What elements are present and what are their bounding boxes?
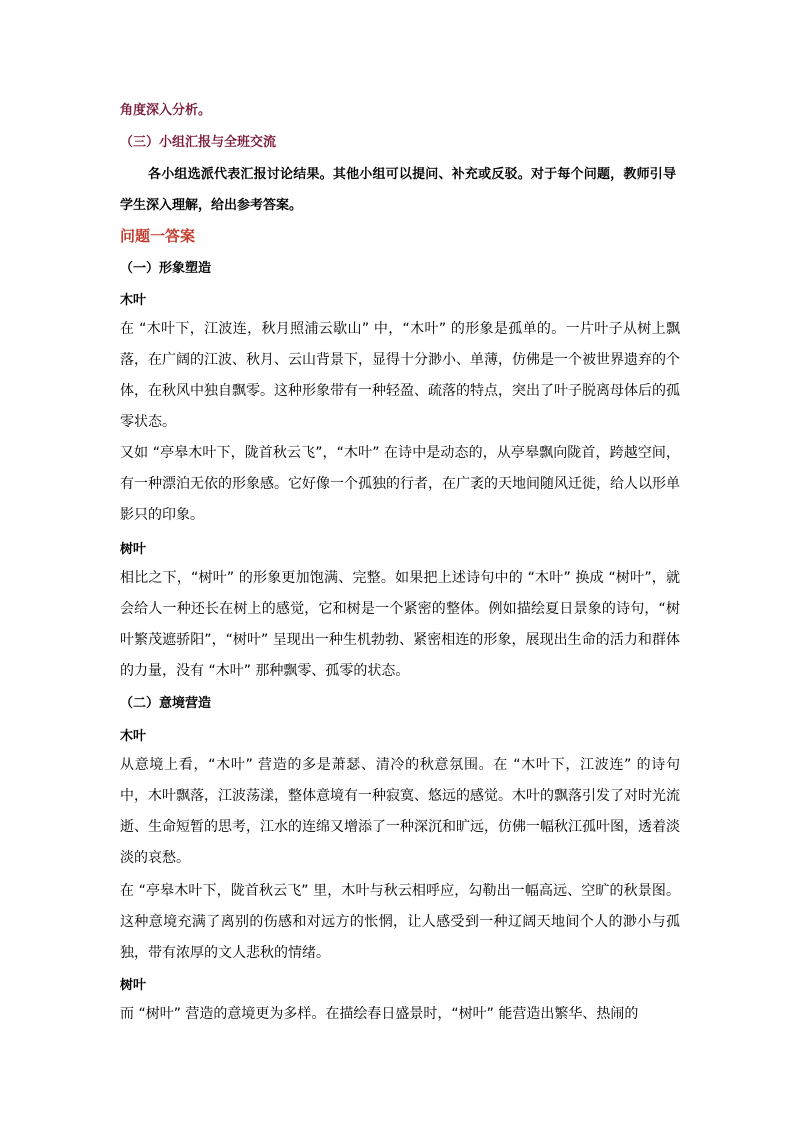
section-title-group-report: （三）小组汇报与全班交流 <box>120 135 277 150</box>
label-shuye-2: 树叶 <box>120 978 147 993</box>
label-shuye-1: 树叶 <box>120 542 147 557</box>
paragraph-muye-mood-1: 从意境上看，“木叶” 营造的多是萧瑟、清冷的秋意氛围。在 “木叶下，江波连” 的诗句中，木叶飘落，江波荡漾，整体意境有一种寂寞、悠远的感觉。木叶的飘落引发了对时光流逝、生命短暂的思考，江水的连绵又增添了一种深沉和旷远，仿佛一幅秋江孤叶图，透着淡淡的哀愁。 <box>120 757 680 866</box>
paragraph-muye-image-2: 又如 “亭皋木叶下，陇首秋云飞”，“木叶” 在诗中是动态的，从亭皋飘向陇首，跨越空间，有一种漂泊无依的形象感。它好像一个孤独的行者，在广袤的天地间随风迁徙，给人以形单影只的印象。 <box>120 445 680 523</box>
section-paragraph-group-report: 各小组选派代表汇报讨论结果。其他小组可以提问、补充或反驳。对于每个问题，教师引导学生深入理解，给出参考答案。 <box>120 167 676 213</box>
subheading-image-shaping: （一）形象塑造 <box>120 261 212 276</box>
paragraph-muye-image-1: 在 “木叶下，江波连，秋月照浦云歇山” 中，“木叶” 的形象是孤单的。一片叶子从树上飘落，在广阔的江波、秋月、云山背景下，显得十分渺小、单薄，仿佛是一个被世界遗弃的个体，在秋风中独自飘零。这种形象带有一种轻盈、疏落的特点，突出了叶子脱离母体后的孤零状态。 <box>120 321 680 430</box>
paragraph-shuye-image: 相比之下，“树叶” 的形象更加饱满、完整。如果把上述诗句中的 “木叶” 换成 “树叶”，就会给人一种还长在树上的感觉，它和树是一个紧密的整体。例如描绘夏日景象的诗句，“树叶繁茂遮骄阳”，“树叶” 呈现出一种生机勃勃、紧密相连的形象，展现出生命的活力和群体的力量，没有 “木叶” 那种飘零、孤零的状态。 <box>120 570 680 679</box>
label-muye-1: 木叶 <box>120 293 147 308</box>
paragraph-muye-mood-2: 在 “亭皋木叶下，陇首秋云飞” 里，木叶与秋云相呼应，勾勒出一幅高远、空旷的秋景图。这种意境充满了离别的伤感和对远方的怅惘，让人感受到一种辽阔天地间个人的渺小与孤独，带有浓厚的文人悲秋的情绪。 <box>120 883 680 961</box>
subheading-mood-creation: （二）意境营造 <box>120 696 212 711</box>
label-muye-2: 木叶 <box>120 729 147 744</box>
paragraph-shuye-mood: 而 “树叶” 营造的意境更为多样。在描绘春日盛景时，“树叶” 能营造出繁华、热闹的 <box>120 1006 639 1022</box>
answer-heading-question-1: 问题一答案 <box>120 227 196 245</box>
continued-text: 角度深入分析。 <box>120 103 212 118</box>
